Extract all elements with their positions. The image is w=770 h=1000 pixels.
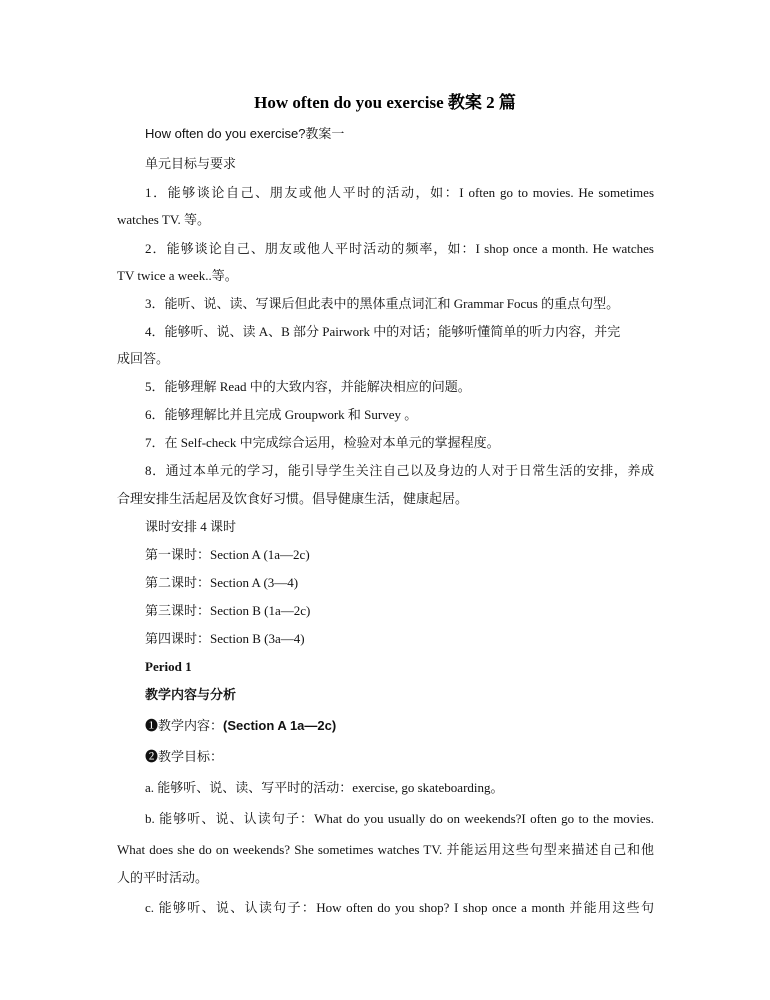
goal-5: 5．能够理解 Read 中的大致内容，并能解决相应的问题。: [145, 379, 471, 394]
schedule-period-4: 第四课时：Section B (3a—4): [145, 631, 305, 646]
analysis-heading: 教学内容与分析: [145, 687, 237, 702]
period-label: Period 1: [145, 659, 192, 674]
schedule-period-1: 第一课时：Section A (1a—2c): [145, 547, 310, 562]
objective-c-line-1: c. 能够听、说、认读句子：How often do you shop? I shop once a month 并能用这些句: [145, 900, 654, 915]
goal-8-line-1: 8．通过本单元的学习，能引导学生关注自己以及身边的人对于日常生活的安排，养成: [145, 463, 654, 478]
goal-7: 7．在 Self-check 中完成综合运用，检验对本单元的掌握程度。: [145, 435, 500, 450]
content-label: ❶教学内容：: [145, 718, 224, 733]
goal-2-line-2: TV twice a week..等。: [117, 268, 238, 283]
content-value: (Section A 1a—2c): [223, 718, 337, 733]
objective-b-line-2: What does she do on weekends? She sometimes watches TV. 并能运用这些句型来描述自己和他: [117, 842, 654, 857]
content-line: [145, 716, 654, 736]
objective-b-line-1: b. 能够听、说、认读句子：What do you usually do on weekends?I often go to the movies.: [145, 811, 654, 826]
goal-2-line-1: 2．能够谈论自己、朋友或他人平时活动的频率，如：I shop once a month. He watches: [145, 241, 654, 256]
goal-6: 6．能够理解比并且完成 Groupwork 和 Survey 。: [145, 407, 418, 422]
schedule-period-2: 第二课时：Section A (3—4): [145, 575, 299, 590]
goal-3: 3．能听、说、读、写课后但此表中的黑体重点词汇和 Grammar Focus 的重点句型。: [145, 296, 620, 311]
objectives-label: ❷教学目标：: [145, 749, 224, 764]
objective-b-line-3: 人的平时活动。: [117, 870, 209, 885]
goal-4-line-2: 成回答。: [117, 351, 170, 366]
schedule-heading: 课时安排 4 课时: [145, 519, 237, 534]
objective-a: a. 能够听、说、读、写平时的活动：exercise, go skateboarding。: [145, 780, 504, 795]
goal-8-line-2: 合理安排生活起居及饮食好习惯。倡导健康生活，健康起居。: [117, 491, 469, 506]
document-title: How often do you exercise 教案 2 篇: [254, 93, 516, 112]
goal-1-line-1: 1．能够谈论自己、朋友或他人平时的活动，如：I often go to movies. He sometimes: [145, 185, 654, 200]
goal-4-line-1: 4．能够听、说、读 A、B 部分 Pairwork 中的对话；能够听懂简单的听力内容，并完: [145, 324, 621, 339]
goal-1-line-2: watches TV. 等。: [117, 212, 211, 227]
schedule-period-3: 第三课时：Section B (1a—2c): [145, 603, 311, 618]
unit-goals-heading: 单元目标与要求: [145, 156, 237, 171]
lesson-plan-subtitle: How often do you exercise?教案一: [145, 126, 345, 141]
